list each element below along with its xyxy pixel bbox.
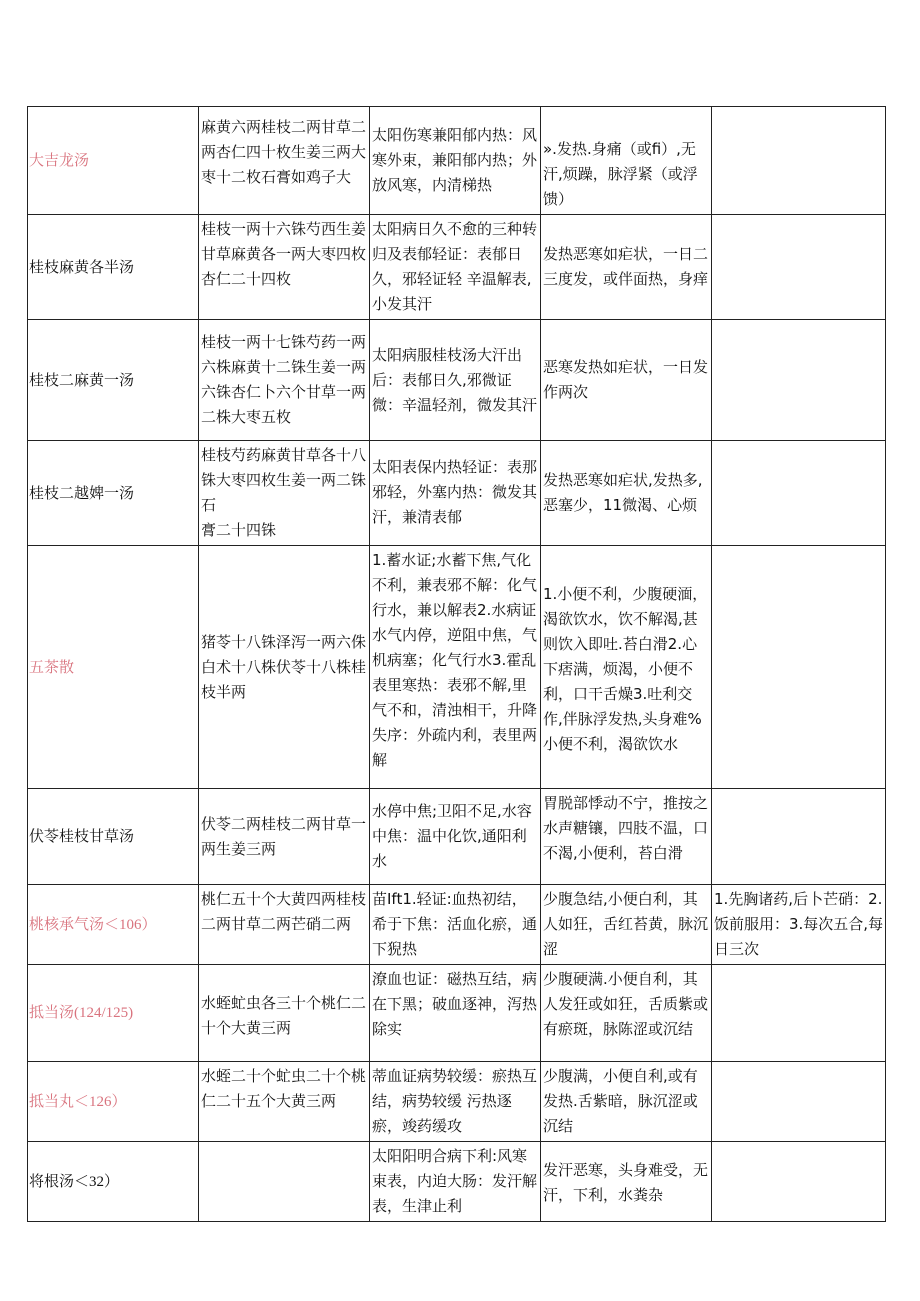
table-row	[28, 885, 886, 965]
usage-notes	[712, 215, 886, 320]
symptoms: 恶寒发热如疟状，一日发作两次	[541, 320, 712, 441]
syndrome-treatment: 潦血也证：磁热互结，病在下黑；破血逐神，泻热除实	[370, 965, 541, 1062]
formula-name: 大吉龙汤	[28, 107, 199, 215]
syndrome-treatment: 水停中焦;卫阳不足,水容中焦：温中化饮,通阳利水	[370, 789, 541, 885]
syndrome-treatment: 太阳伤寒兼阳郁内热：风寒外束，兼阳郁内热；外放风寒，内清梯热	[370, 107, 541, 215]
formula-table	[27, 106, 886, 1222]
formula-name: 桂枝麻黄各半汤	[28, 215, 199, 320]
usage-notes	[712, 965, 886, 1062]
symptoms: 胃脱部悸动不宁，推按之水声糖镶，四肢不温，口不渴,小便利，苔白滑	[541, 789, 712, 885]
symptoms: 1.小便不利，少腹硬湎，渴欲饮水，饮不解渴,甚则饮入即吐.苔白滑2.心下痞满，烦渴，小便不利，口干舌燥3.吐利交作,伴脉浮发热,头身难%小便不利，渴欲饮水	[541, 546, 712, 789]
table-row	[28, 546, 886, 789]
usage-notes	[712, 1062, 886, 1142]
syndrome-treatment: 苗Ift1.轻证:血热初结，希于下焦：活血化瘀，通下猊热	[370, 885, 541, 965]
formula-name: 抵当汤(124/125)	[28, 965, 199, 1062]
herb-composition	[199, 1142, 370, 1222]
herb-composition: 水蛭虻虫各三十个桃仁二十个大黄三两	[199, 965, 370, 1062]
herb-composition: 伏苓二两桂枝二两甘草一两生姜三两	[199, 789, 370, 885]
herb-composition: 猪苓十八铢泽泻一两六侏白术十八株伏苓十八株桂枝半两	[199, 546, 370, 789]
syndrome-treatment: 蒂血证病势较缓：瘀热互结，病势较缓 污热逐瘀，竣药缓攻	[370, 1062, 541, 1142]
syndrome-treatment: 1.蓄水证;水蓄下焦,气化不利，兼表邪不解：化气行水，兼以解表2.水病证水气内停，逆阻中焦，气机病塞；化气行水3.霍乱表里寒热：表邪不解,里气不和，清浊相干，升降失序：外疏内利，表里两解	[370, 546, 541, 789]
symptoms: 发汗恶寒，头身难受，无汗，下利，水粪杂	[541, 1142, 712, 1222]
herb-composition: 桂枝芍药麻黄甘草各十八铢大枣四枚生姜一两二铢石 膏二十四铢	[199, 441, 370, 546]
syndrome-treatment: 太阳病服桂枝汤大汗出后：表郁日久,邪微证微：辛温轻剂，微发其汗	[370, 320, 541, 441]
usage-notes	[712, 107, 886, 215]
formula-name: 将根汤＜32）	[28, 1142, 199, 1222]
table-row	[28, 965, 886, 1062]
formula-name: 伏苓桂枝甘草汤	[28, 789, 199, 885]
syndrome-treatment: 太阳表保内热轻证：表那邪轻，外塞内热：微发其汗，兼清表郁	[370, 441, 541, 546]
usage-notes	[712, 546, 886, 789]
syndrome-treatment: 太阳阳明合病下利:风寒束表，内迫大肠：发汗解表，生津止利	[370, 1142, 541, 1222]
table-row	[28, 320, 886, 441]
formula-name: 桃核承气汤＜106）	[28, 885, 199, 965]
table-row	[28, 215, 886, 320]
table-row	[28, 789, 886, 885]
herb-composition: 桃仁五十个大黄四两桂枝二两甘草二两芒硝二两	[199, 885, 370, 965]
symptoms: 少腹硬满.小便自利，其人发狂或如狂，舌质紫或有瘀斑，脉陈涩或沉结	[541, 965, 712, 1062]
herb-composition: 麻黄六两桂枝二两甘草二两杏仁四十枚生姜三两大枣十二枚石膏如鸡子大	[199, 107, 370, 215]
symptoms: ».发热.身痛（或fi）,无汗,烦躁，脉浮紧（或浮馈）	[541, 107, 712, 215]
usage-notes	[712, 1142, 886, 1222]
symptoms: 少腹满，小便自利,或有发热.舌紫暗，脉沉涩或沉结	[541, 1062, 712, 1142]
usage-notes	[712, 320, 886, 441]
formula-name: 五茶散	[28, 546, 199, 789]
formula-name: 抵当丸＜126）	[28, 1062, 199, 1142]
usage-notes	[712, 441, 886, 546]
symptoms: 发热恶寒如疟状，一日二三度发，或伴面热，身痒	[541, 215, 712, 320]
table-row	[28, 1142, 886, 1222]
herb-composition: 桂枝一两十六铢芍西生姜甘草麻黄各一两大枣四枚杏仁二十四枚	[199, 215, 370, 320]
table-row	[28, 1062, 886, 1142]
syndrome-treatment: 太阳病日久不愈的三种转归及表郁轻证：表郁日久，邪轻证轻 辛温解表,小发其汗	[370, 215, 541, 320]
usage-notes: 1.先胸诸药,后卜芒硝：2.饭前服用：3.每次五合,每日三次	[712, 885, 886, 965]
table-row	[28, 107, 886, 215]
symptoms: 少腹急结,小便白利，其人如狂，舌红苔黄，脉沉涩	[541, 885, 712, 965]
table-row	[28, 441, 886, 546]
herb-composition: 水蛭二十个虻虫二十个桃仁二十五个大黄三两	[199, 1062, 370, 1142]
symptoms: 发热恶寒如疟状,发热多,恶塞少，11微渴、心烦	[541, 441, 712, 546]
herb-composition: 桂枝一两十七铢芍药一两六株麻黄十二铢生姜一两六铢杏仁卜六个甘草一两二株大枣五枚	[199, 320, 370, 441]
formula-name: 桂枝二越婢一汤	[28, 441, 199, 546]
formula-name: 桂枝二麻黄一汤	[28, 320, 199, 441]
usage-notes	[712, 789, 886, 885]
